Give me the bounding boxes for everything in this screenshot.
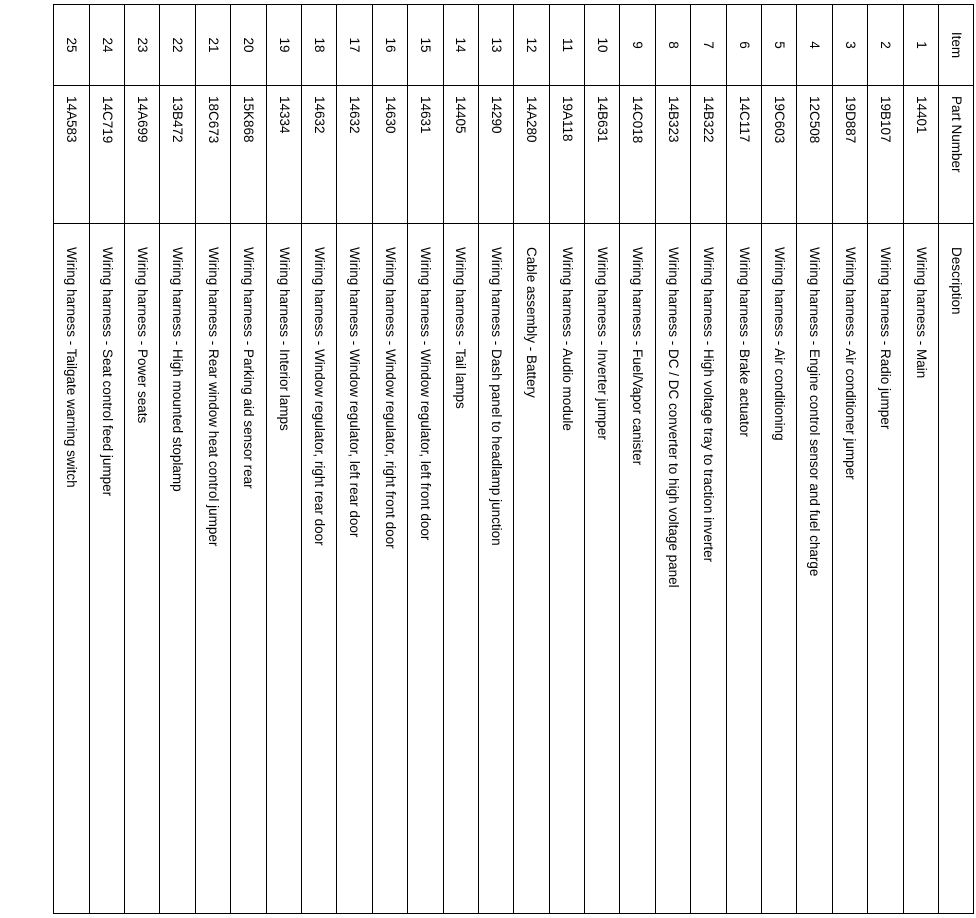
table-row	[231, 5, 266, 914]
part-number-cell: 14C719	[89, 86, 124, 224]
description-cell: Wiring harness - Air conditioner jumper	[832, 224, 867, 914]
part-number-cell: 19D887	[832, 86, 867, 224]
item-cell: 19	[266, 5, 301, 86]
table-row	[549, 5, 584, 914]
item-cell: 25	[54, 5, 89, 86]
item-cell: 23	[125, 5, 160, 86]
part-number-cell: 14631	[408, 86, 443, 224]
description-cell: Wiring harness - Window regulator, right rear door	[301, 224, 336, 914]
description-cell: Wiring harness - Air conditioning	[762, 224, 797, 914]
table-row	[54, 5, 89, 914]
part-number-cell: 14290	[478, 86, 513, 224]
item-cell: 4	[797, 5, 832, 86]
part-number-cell: 14C117	[726, 86, 761, 224]
table-header	[939, 5, 974, 914]
part-number-cell: 14405	[443, 86, 478, 224]
description-cell: Wiring harness - Window regulator, left front door	[408, 224, 443, 914]
table-row	[691, 5, 726, 914]
table-row	[620, 5, 655, 914]
description-cell: Wiring harness - Window regulator, right front door	[372, 224, 407, 914]
item-cell: 18	[301, 5, 336, 86]
item-cell: 12	[514, 5, 549, 86]
table-row	[337, 5, 372, 914]
description-cell: Wiring harness - Seat control feed jumper	[89, 224, 124, 914]
table-row	[160, 5, 195, 914]
part-number-cell: 14A699	[125, 86, 160, 224]
description-cell: Wiring harness - Power seats	[125, 224, 160, 914]
parts-table	[53, 4, 974, 914]
description-cell: Wiring harness - Audio module	[549, 224, 584, 914]
table-row	[443, 5, 478, 914]
description-cell: Wiring harness - Fuel/Vapor canister	[620, 224, 655, 914]
item-cell: 10	[585, 5, 620, 86]
description-cell: Wiring harness - Main	[903, 224, 938, 914]
item-cell: 8	[655, 5, 690, 86]
item-cell: 2	[868, 5, 903, 86]
part-number-cell: 13B472	[160, 86, 195, 224]
item-cell: 15	[408, 5, 443, 86]
part-number-cell: 14A583	[54, 86, 89, 224]
description-cell: Wiring harness - Dash panel to headlamp junction	[478, 224, 513, 914]
table-row	[195, 5, 230, 914]
table-row	[478, 5, 513, 914]
item-cell: 24	[89, 5, 124, 86]
table-row	[266, 5, 301, 914]
table-row	[726, 5, 761, 914]
table-row	[301, 5, 336, 914]
part-number-cell: 15K868	[231, 86, 266, 224]
description-cell: Wiring harness - Inverter jumper	[585, 224, 620, 914]
part-number-cell: 14401	[903, 86, 938, 224]
description-cell: Cable assembly - Battery	[514, 224, 549, 914]
description-cell: Wiring harness - Interior lamps	[266, 224, 301, 914]
table-row	[797, 5, 832, 914]
table-row	[903, 5, 938, 914]
header-description: Description	[939, 224, 974, 914]
table-row	[762, 5, 797, 914]
part-number-cell: 14632	[301, 86, 336, 224]
part-number-cell: 19C603	[762, 86, 797, 224]
item-cell: 20	[231, 5, 266, 86]
item-cell: 3	[832, 5, 867, 86]
part-number-cell: 14B323	[655, 86, 690, 224]
description-cell: Wiring harness - Window regulator, left rear door	[337, 224, 372, 914]
part-number-cell: 14C018	[620, 86, 655, 224]
header-part-number: Part Number	[939, 86, 974, 224]
table-row	[655, 5, 690, 914]
header-item: Item	[939, 5, 974, 86]
item-cell: 6	[726, 5, 761, 86]
part-number-cell: 14B631	[585, 86, 620, 224]
part-number-cell: 18C673	[195, 86, 230, 224]
item-cell: 21	[195, 5, 230, 86]
table-row	[514, 5, 549, 914]
part-number-cell: 14632	[337, 86, 372, 224]
part-number-cell: 19B107	[868, 86, 903, 224]
item-cell: 1	[903, 5, 938, 86]
table-row	[832, 5, 867, 914]
item-cell: 7	[691, 5, 726, 86]
description-cell: Wiring harness - Engine control sensor and fuel charge	[797, 224, 832, 914]
part-number-cell: 14B322	[691, 86, 726, 224]
table-row	[408, 5, 443, 914]
part-number-cell: 14334	[266, 86, 301, 224]
item-cell: 14	[443, 5, 478, 86]
item-cell: 22	[160, 5, 195, 86]
item-cell: 11	[549, 5, 584, 86]
part-number-cell: 19A118	[549, 86, 584, 224]
table-row	[125, 5, 160, 914]
description-cell: Wiring harness - Brake actuator	[726, 224, 761, 914]
item-cell: 13	[478, 5, 513, 86]
part-number-cell: 14A280	[514, 86, 549, 224]
description-cell: Wiring harness - High mounted stoplamp	[160, 224, 195, 914]
part-number-cell: 14630	[372, 86, 407, 224]
item-cell: 9	[620, 5, 655, 86]
table-body	[54, 5, 939, 914]
part-number-cell: 12C508	[797, 86, 832, 224]
description-cell: Wiring harness - Parking aid sensor rear	[231, 224, 266, 914]
item-cell: 16	[372, 5, 407, 86]
table-row	[585, 5, 620, 914]
table-row	[868, 5, 903, 914]
description-cell: Wiring harness - Rear window heat control jumper	[195, 224, 230, 914]
table-row	[372, 5, 407, 914]
item-cell: 5	[762, 5, 797, 86]
description-cell: Wiring harness - Tailgate warning switch	[54, 224, 89, 914]
description-cell: Wiring harness - Radio jumper	[868, 224, 903, 914]
header-row	[939, 5, 974, 914]
table-row	[89, 5, 124, 914]
description-cell: Wiring harness - DC / DC converter to high voltage panel	[655, 224, 690, 914]
item-cell: 17	[337, 5, 372, 86]
description-cell: Wiring harness - Tail lamps	[443, 224, 478, 914]
description-cell: Wiring harness - High voltage tray to traction inverter	[691, 224, 726, 914]
